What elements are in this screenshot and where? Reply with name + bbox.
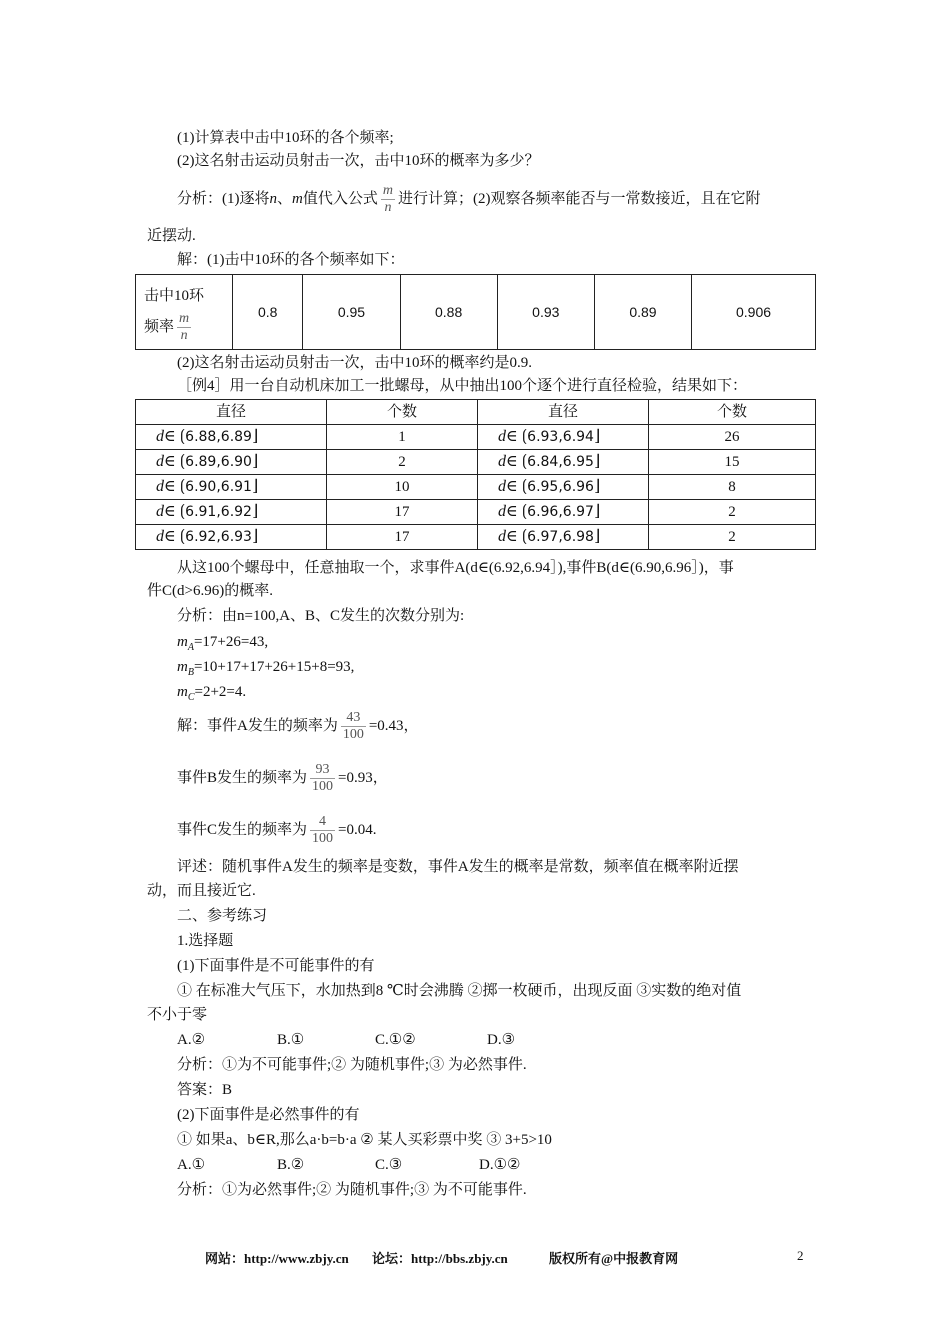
solution-b: 事件B发生的频率为 $\frac{93}{100}$ =0.93， <box>177 762 388 794</box>
selection-heading: 1.选择题 <box>177 933 234 949</box>
count-ma: $m_A=17+26=43$, <box>177 634 269 653</box>
problem-1: (1)下面事件是不可能事件的有 <box>177 958 375 974</box>
analysis-line: 分析：(1)逐将n、m值代入公式 $\frac{m}{n}$ 进行计算；(2)观察各频率能否与一常数接近，且在它附 <box>177 183 761 215</box>
frequency-cell: 0.95 <box>303 275 400 350</box>
fraction-m-over-n: $\frac{m}{n}$ <box>179 310 190 343</box>
page-footer <box>205 1248 698 1267</box>
count-cell: 2 <box>327 450 478 475</box>
diameter-range: d∈ ⟮6.88,6.89⌋ <box>136 425 327 450</box>
example-4: ［例4］用一台自动机床加工一批螺母，从中抽出100个逐个进行直径检验，结果如下： <box>177 378 748 394</box>
problem-1-options <box>177 1029 817 1051</box>
diameter-range: d∈ ⟮6.89,6.90⌋ <box>136 450 327 475</box>
count-mc: $m_C=2+2=4$. <box>177 684 247 703</box>
frequency-cell: 0.8 <box>233 275 303 350</box>
problem-1-items: ① 在标准大气压下，水加热到8 ℃时会沸腾 ②掷一枚硬币，出现反面 ③实数的绝对值 <box>177 983 742 999</box>
table-row <box>136 425 816 450</box>
footer-forum: 论坛：http://bbs.zbjy.cn <box>371 1251 508 1266</box>
comment-b: 动，而且接近它. <box>147 883 256 899</box>
count-cell: 15 <box>649 450 816 475</box>
solution-a: 解：事件A发生的频率为 $\frac{43}{100}$ =0.43， <box>177 710 419 742</box>
analysis-ex4: 分析：由n=100,A、B、C发生的次数分别为: <box>177 608 465 624</box>
option-a: A.① <box>177 1157 206 1173</box>
problem-1-answer: 答案：B <box>177 1082 233 1098</box>
diameter-range: d∈ ⟮6.92,6.93⌋ <box>136 525 327 550</box>
count-cell: 1 <box>327 425 478 450</box>
table-row <box>136 525 816 550</box>
question-1: (1)计算表中击中10环的各个频率; <box>177 130 394 146</box>
frequency-cell: 0.93 <box>497 275 594 350</box>
problem-1-items-cont: 不小于零 <box>147 1007 208 1023</box>
page-number: 2 <box>797 1248 804 1263</box>
option-c: C.①② <box>375 1032 416 1048</box>
diameter-range: d∈ ⟮6.97,6.98⌋ <box>478 525 649 550</box>
example-4-question-a: 从这100个螺母中，任意抽取一个，求事件A(d∈(6.92,6.94］),事件B(d∈(6.90,6.96］)，事 <box>177 560 734 576</box>
count-mb: $m_B=10+17+17+26+15+8=93$, <box>177 659 355 678</box>
problem-2: (2)下面事件是必然事件的有 <box>177 1107 360 1123</box>
footer-copyright: 版权所有@中报教育网 <box>549 1251 679 1266</box>
problem-2-options <box>177 1154 817 1176</box>
problem-2-items: ① 如果a、b∈R,那么a·b=b·a ② 某人买彩票中奖 ③ 3+5>10 <box>177 1132 552 1148</box>
frequency-table <box>135 274 816 350</box>
table-header-row <box>136 400 816 425</box>
frequency-cell: 0.906 <box>692 275 816 350</box>
table-header: 直径 <box>478 400 649 425</box>
solution-2: (2)这名射击运动员射击一次，击中10环的概率约是0.9. <box>177 355 532 371</box>
example-4-question-b: 件C(d>6.96)的概率. <box>147 583 273 599</box>
count-cell: 8 <box>649 475 816 500</box>
count-cell: 2 <box>649 500 816 525</box>
problem-2-analysis: 分析：①为必然事件;② 为随机事件;③ 为不可能事件. <box>177 1182 527 1198</box>
option-b: B.② <box>277 1157 305 1173</box>
analysis-continue: 近摆动. <box>147 228 196 244</box>
count-cell: 10 <box>327 475 478 500</box>
table-row <box>136 450 816 475</box>
diameter-range: d∈ ⟮6.91,6.92⌋ <box>136 500 327 525</box>
diameter-range: d∈ ⟮6.90,6.91⌋ <box>136 475 327 500</box>
question-2: (2)这名射击运动员射击一次，击中10环的概率为多少？ <box>177 153 540 169</box>
section-2-heading: 二、参考练习 <box>177 908 268 924</box>
option-c: C.③ <box>375 1157 403 1173</box>
option-d: D.③ <box>487 1032 516 1048</box>
fraction-43-100: $\frac{43}{100}$ <box>342 710 364 742</box>
diameter-range: d∈ ⟮6.93,6.94⌋ <box>478 425 649 450</box>
count-cell: 17 <box>327 500 478 525</box>
comment-a: 评述：随机事件A发生的频率是变数，事件A发生的概率是常数，频率值在概率附近摆 <box>177 859 739 875</box>
option-a: A.② <box>177 1032 206 1048</box>
frequency-cell: 0.88 <box>400 275 497 350</box>
option-d: D.①② <box>479 1157 521 1173</box>
count-cell: 2 <box>649 525 816 550</box>
count-cell: 17 <box>327 525 478 550</box>
table-row <box>136 500 816 525</box>
table-header: 直径 <box>136 400 327 425</box>
table-row <box>136 475 816 500</box>
fraction-4-100: $\frac{4}{100}$ <box>312 814 334 846</box>
diameter-range: d∈ ⟮6.84,6.95⌋ <box>478 450 649 475</box>
diameter-table <box>135 399 816 550</box>
diameter-range: d∈ ⟮6.96,6.97⌋ <box>478 500 649 525</box>
frequency-cell: 0.89 <box>594 275 691 350</box>
diameter-range: d∈ ⟮6.95,6.96⌋ <box>478 475 649 500</box>
count-cell: 26 <box>649 425 816 450</box>
fraction-93-100: $\frac{93}{100}$ <box>312 762 334 794</box>
solution-c: 事件C发生的频率为 $\frac{4}{100}$ =0.04. <box>177 814 377 846</box>
option-b: B.① <box>277 1032 305 1048</box>
frequency-table-header: 击中10环 频率 $\frac{m}{n}$ <box>136 275 233 350</box>
solution-1: 解：(1)击中10环的各个频率如下： <box>177 252 405 268</box>
fraction-m-over-n: $\frac{m}{n}$ <box>382 183 393 215</box>
table-header: 个数 <box>327 400 478 425</box>
footer-site: 网站：http://www.zbjy.cn <box>205 1251 349 1266</box>
problem-1-analysis: 分析：①为不可能事件;② 为随机事件;③ 为必然事件. <box>177 1057 527 1073</box>
table-header: 个数 <box>649 400 816 425</box>
